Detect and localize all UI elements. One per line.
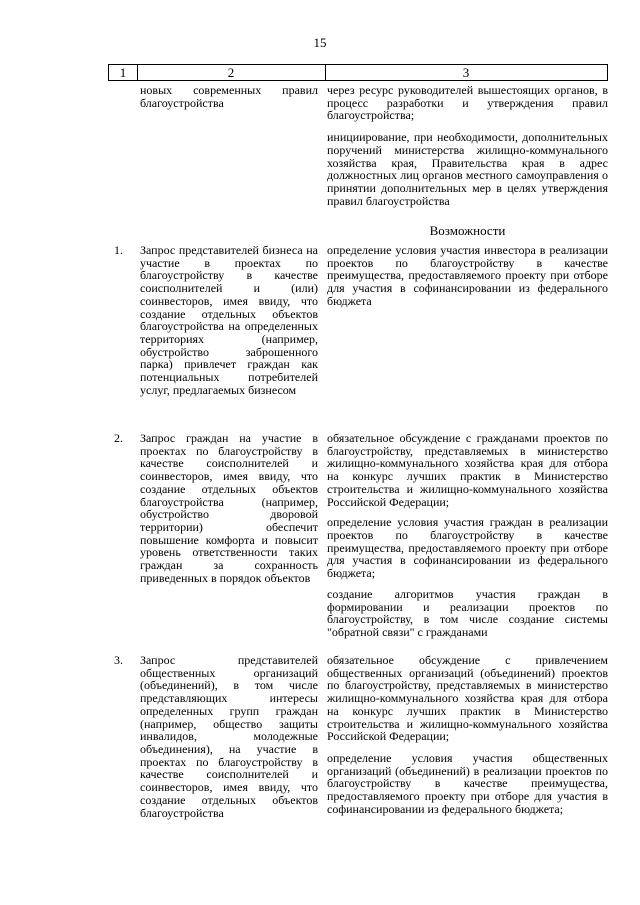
continuation-col3 <box>327 84 608 207</box>
header-col-2: 2 <box>137 65 326 80</box>
continuation-paragraph: инициирование, при необходимости, дополнительных поручений министерства жилищно-коммунального хозяйства края, Правительства края в адрес должностных лиц органов местного самоуправления о принятии дополнительных мер в целях утверждения правил благоустройства <box>327 130 608 208</box>
row-measures <box>327 244 608 308</box>
row-request-text: Запрос представителей общественных организаций (объединений), в том числе представляющих интересы определенных групп граждан (например, общество защиты инвалидов, молодежные объединения), на участие в проектах по благоустройству в качестве соисполнителей и соинвесторов, имея ввиду, что создание отдельных объектов благоустройства <box>140 653 318 820</box>
section-title: Возможности <box>429 223 506 238</box>
header-col-3: 3 <box>462 65 470 80</box>
row-measures <box>327 432 608 639</box>
header-col-1: 1 <box>109 65 138 80</box>
row-measures <box>327 654 608 816</box>
measure-paragraph: определение условия участия инвестора в реализации проектов по благоустройству в качестве преимущества, предоставляемого проекту при отборе для участия в софинансировании из федерального бюджета <box>327 243 608 308</box>
measure-paragraph: создание алгоритмов участия граждан в формировании и реализации проектов по благоустройству, в том числе создание системы "обратной связи" с гражданами <box>327 586 608 640</box>
row-request-text: Запрос представителей бизнеса на участие в проектах по благоустройству в качестве соисполнителей и (или) соинвесторов, имея ввиду, что создание отдельных объектов благоустройства на определенных территориях (например, обустройство заброшенного парка) привлечет граждан как потенциальных потребителей услуг, предлагаемых бизнесом <box>140 243 318 397</box>
continuation-col2: новых современных правил благоустройства <box>140 83 318 110</box>
row-number: 1. <box>114 243 123 257</box>
continuation-paragraph: через ресурс руководителей вышестоящих органов, в процесс разработки и утверждения правил благоустройства; <box>327 83 608 123</box>
row-number: 3. <box>114 653 123 667</box>
measure-paragraph: определение условия участия граждан в реализации проектов по благоустройству в качестве преимущества, предоставляемого проекту при отборе для участия в софинансировании из федерального бюджета; <box>327 515 608 581</box>
measure-paragraph: обязательное обсуждение с привлечением общественных организаций (объединений) проектов по благоустройству, представляемых в министерство жилищно-коммунального хозяйства края для отбора на конкурс лучших практик в Министерство строительства и жилищно-коммунального хозяйства Российской Федерации; <box>327 653 608 744</box>
row-request-text: Запрос граждан на участие в проектах по благоустройству в качестве соисполнителей и соинвесторов, имея ввиду, что создание отдельных объектов благоустройства (например, обустройство дворовой территории) обеспечит повышение комфорта и повысит уровень ответственности таких граждан за сохранность приведенных в порядок объектов <box>140 431 318 585</box>
page-number: 15 <box>313 35 327 50</box>
measure-paragraph: определение условия участия общественных организаций (объединений) в реализации проектов по благоустройству в качестве преимущества, предоставляемого проекту при отборе для участия в софинансировании из федерального бюджета; <box>327 751 608 816</box>
row-number: 2. <box>114 431 123 445</box>
measure-paragraph: обязательное обсуждение с гражданами проектов по благоустройству, представляемых в министерство жилищно-коммунального хозяйства края для отбора на конкурс лучших практик в Министерство строительства и жилищно-коммунального хозяйства Российской Федерации; <box>327 431 608 509</box>
table-header <box>108 64 608 81</box>
